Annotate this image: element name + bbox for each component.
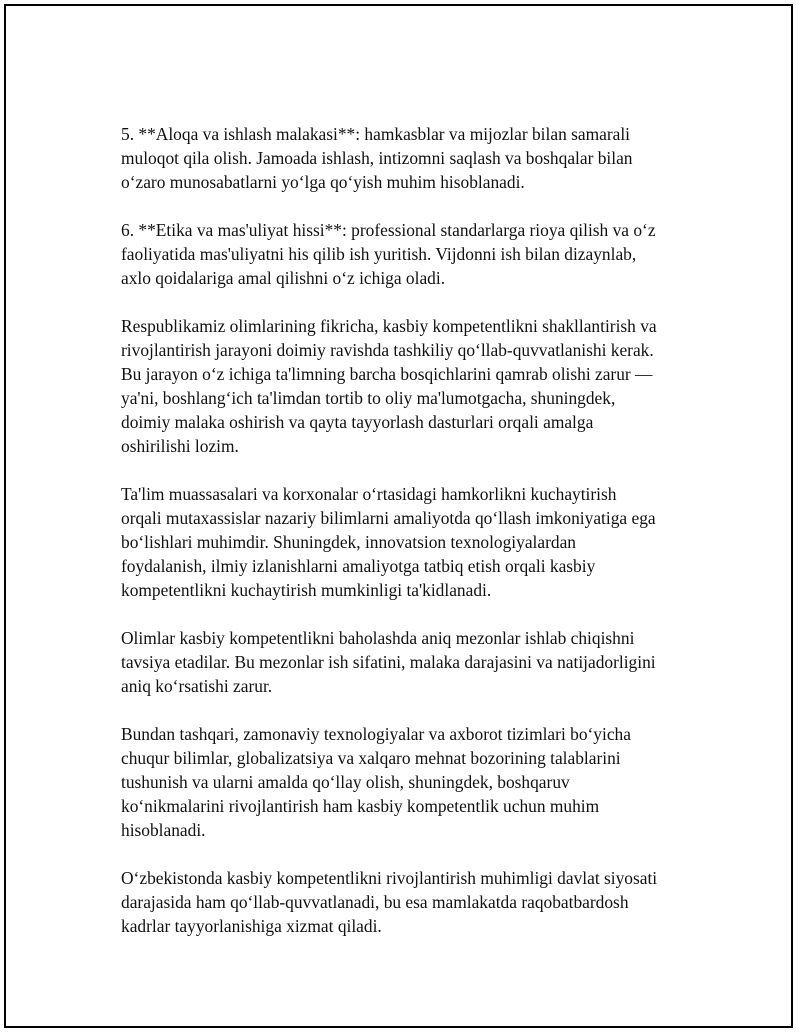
- text-line: foydalanish, ilmiy izlanishlarni amaliyotga tatbiq etish orqali kasbiy: [121, 556, 596, 576]
- text-line: ya'ni, boshlang‘ich ta'limdan tortib to oliy ma'lumotgacha, shuningdek,: [121, 388, 616, 408]
- text-line: O‘zbekistonda kasbiy kompetentlikni rivojlantirish muhimligi davlat siyosati: [121, 868, 658, 888]
- text-line: chuqur bilimlar, globalizatsiya va xalqaro mehnat bozorining talablarini: [121, 748, 621, 768]
- text-line: kadrlar tayyorlanishiga xizmat qiladi.: [121, 916, 382, 936]
- text-line: muloqot qila olish. Jamoada ishlash, intizomni saqlash va boshqalar bilan: [121, 148, 633, 168]
- paragraph-evaluation-criteria: [121, 626, 701, 698]
- document-body: [121, 122, 701, 962]
- text-line: Ta'lim muassasalari va korxonalar o‘rtasidagi hamkorlikni kuchaytirish: [121, 484, 617, 504]
- text-line: axlo qoidalariga amal qilishni o‘z ichiga oladi.: [121, 268, 446, 288]
- text-line: orqali mutaxassislar nazariy bilimlarni amaliyotda qo‘llash imkoniyatiga ega: [121, 508, 656, 528]
- text-line: Olimlar kasbiy kompetentlikni baholashda aniq mezonlar ishlab chiqishni: [121, 628, 635, 648]
- text-line: hisoblanadi.: [121, 820, 206, 840]
- text-line: oshirilishi lozim.: [121, 436, 239, 456]
- text-line: 5. **Aloqa va ishlash malakasi**: hamkasblar va mijozlar bilan samarali: [121, 124, 631, 144]
- text-line: kompetentlikni kuchaytirish mumkinligi ta'kidlanadi.: [121, 580, 492, 600]
- text-line: darajasida ham qo‘llab-quvvatlanadi, bu esa mamlakatda raqobatbardosh: [121, 892, 629, 912]
- paragraph-modern-technologies: [121, 722, 701, 842]
- text-line: Bundan tashqari, zamonaviy texnologiyalar va axborot tizimlari bo‘yicha: [121, 724, 631, 744]
- text-line: o‘zaro munosabatlarni yo‘lga qo‘yish muhim hisoblanadi.: [121, 172, 525, 192]
- paragraph-scholars-opinion: [121, 314, 701, 458]
- paragraph-institution-cooperation: [121, 482, 701, 602]
- text-line: 6. **Etika va mas'uliyat hissi**: professional standarlarga rioya qilish va o‘z: [121, 220, 656, 240]
- text-line: doimiy malaka oshirish va qayta tayyorlash dasturlari orqali amalga: [121, 412, 594, 432]
- text-line: tushunish va ularni amalda qo‘llay olish, shuningdek, boshqaruv: [121, 772, 570, 792]
- text-line: tavsiya etadilar. Bu mezonlar ish sifatini, malaka darajasini va natijadorligini: [121, 652, 656, 672]
- paragraph-ethics-responsibility: [121, 218, 701, 290]
- text-line: Respublikamiz olimlarining fikricha, kasbiy kompetentlikni shakllantirish va: [121, 316, 657, 336]
- text-line: rivojlantirish jarayoni doimiy ravishda tashkiliy qo‘llab-quvvatlanishi kerak.: [121, 340, 654, 360]
- text-line: faoliyatida mas'uliyatni his qilib ish yuritish. Vijdonni ish bilan dizaynlab,: [121, 244, 637, 264]
- text-line: Bu jarayon o‘z ichiga ta'limning barcha bosqichlarini qamrab olishi zarur —: [121, 364, 653, 384]
- paragraph-communication-skills: [121, 122, 701, 194]
- text-line: bo‘lishlari muhimdir. Shuningdek, innovatsion texnologiyalardan: [121, 532, 577, 552]
- page-frame: [4, 4, 793, 1028]
- text-line: aniq ko‘rsatishi zarur.: [121, 676, 273, 696]
- text-line: ko‘nikmalarini rivojlantirish ham kasbiy kompetentlik uchun muhim: [121, 796, 600, 816]
- paragraph-uzbekistan-policy: [121, 866, 701, 938]
